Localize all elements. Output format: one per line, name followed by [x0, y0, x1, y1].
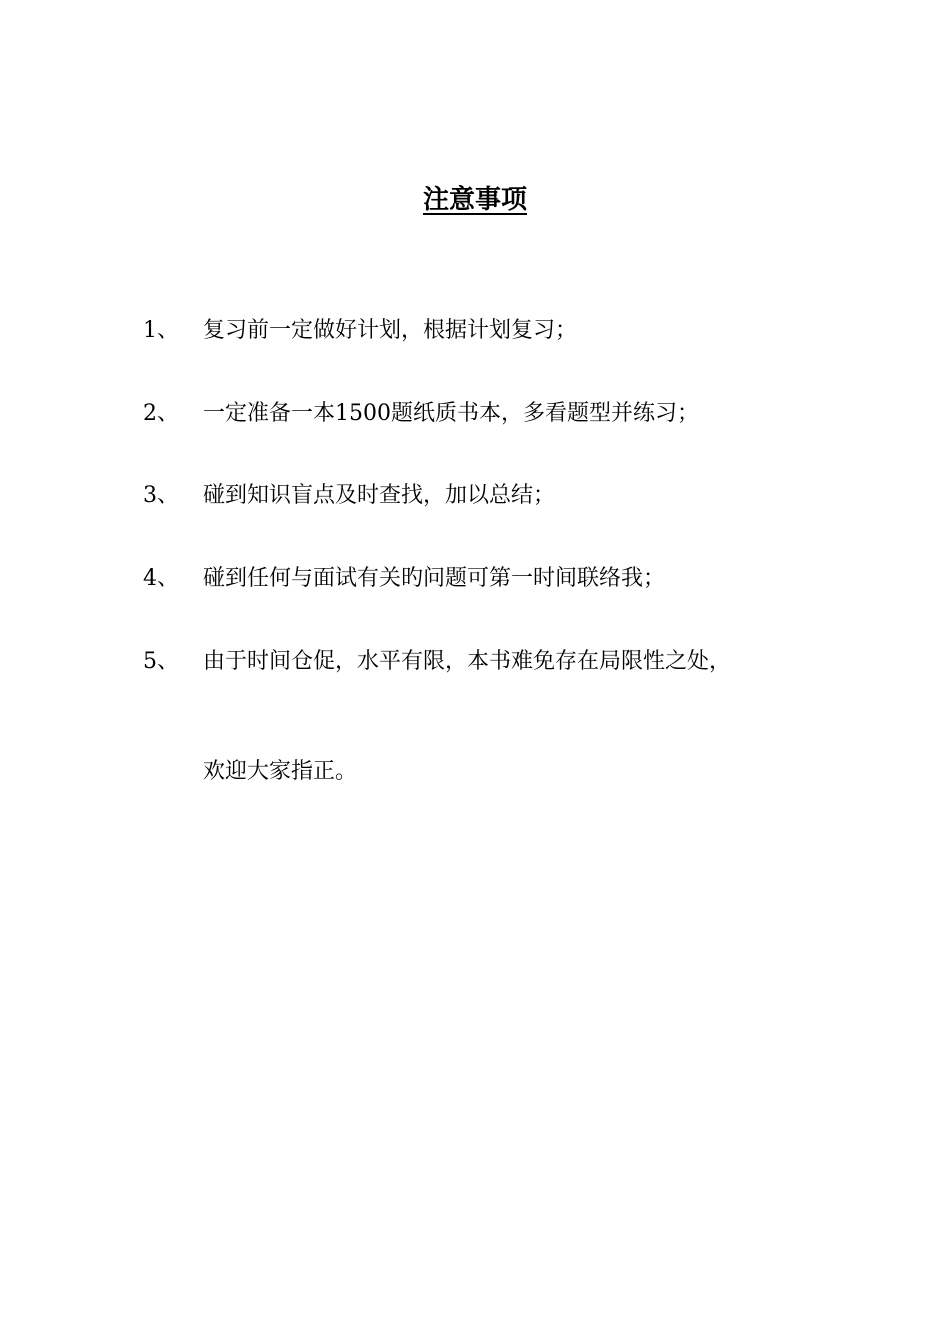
- list-item-text: 由于时间仓促，水平有限，本书难免存在局限性之处，: [203, 649, 732, 674]
- list-item-continuation: 欢迎大家指正。: [203, 759, 358, 784]
- list-item: [143, 645, 731, 679]
- page-title-text: 注意事项: [422, 185, 527, 215]
- list-item-number: 2、: [143, 401, 179, 426]
- list-item: [143, 562, 665, 596]
- list-item-text: 碰到任何与面试有关旳问题可第一时间联络我；: [203, 566, 666, 591]
- list-item-text: 一定准备一本1500题纸质书本，多看题型并练习；: [203, 401, 699, 426]
- list-item-text: 复习前一定做好计划，根据计划复习；: [203, 318, 578, 343]
- list-item-number: 3、: [143, 483, 179, 508]
- list-item-text: 碰到知识盲点及时查找，加以总结；: [203, 483, 556, 508]
- list-item: [143, 397, 699, 431]
- list-item: [143, 314, 577, 348]
- list-item-number: 1、: [143, 318, 179, 343]
- page-title: [0, 180, 950, 220]
- list-item-number: 4、: [143, 566, 179, 591]
- list-item: [143, 479, 555, 513]
- list-item-number: 5、: [143, 649, 179, 674]
